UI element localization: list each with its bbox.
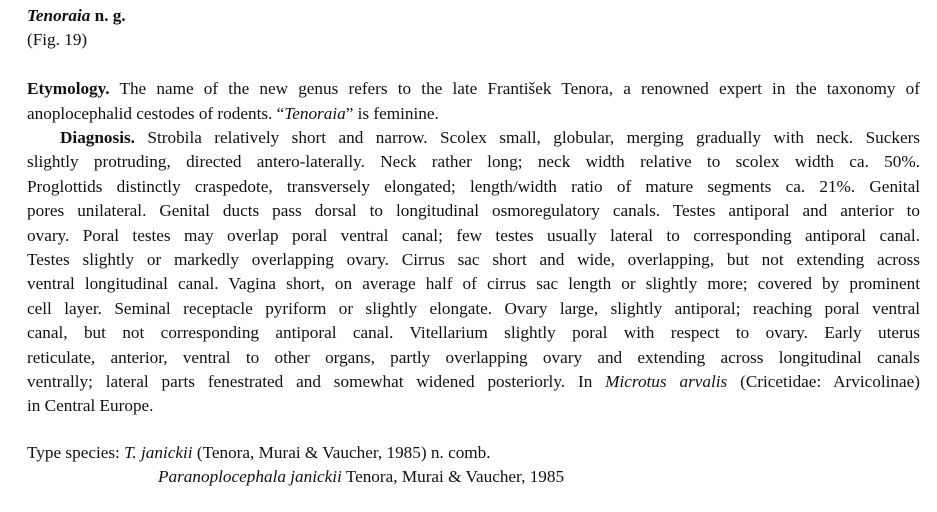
spacer [27, 53, 920, 77]
diagnosis-line-1: Diagnosis. Strobila relatively short and narrow. Scolex small, globular, merging gradually with neck. Suckers [60, 128, 920, 148]
genus-name: Tenoraia [27, 6, 91, 25]
diagnosis-line-last: ventrally; lateral parts fenestrated and somewhat widened posteriorly. In Microtus arvalis (Cricetidae: Arvicolinae) [27, 372, 920, 392]
etymology-label: Etymology. [27, 79, 110, 99]
host-species: Microtus arvalis [605, 372, 728, 392]
diagnosis-line: reticulate, anterior, ventral to other organs, partly overlapping ovary and extending across longitudinal canals [27, 347, 920, 367]
diagnosis-line: pores unilateral. Genital ducts pass dorsal to longitudinal osmoregulatory canals. Testes antiporal and anterior to [27, 201, 920, 221]
etymology-line-1: Etymology. The name of the new genus refers to the late František Tenora, a renowned expert in the taxonomy of [27, 79, 920, 99]
diagnosis-line: canal, but not corresponding antiporal canal. Vitellarium slightly poral with respect to ovary. Early uterus [27, 323, 920, 343]
type-species-block [27, 441, 920, 490]
figure-reference: (Fig. 19) [27, 30, 88, 50]
diagnosis-line: Testes slightly or markedly overlapping ovary. Cirrus sac short and wide, overlapping, but not extending across [27, 250, 920, 270]
etymology-paragraph [27, 77, 920, 126]
diagnosis-final-line: in Central Europe. [27, 396, 154, 416]
diagnosis-paragraph [27, 126, 920, 419]
type-species-label: Type species: [27, 442, 125, 462]
genus-suffix: n. g. [90, 6, 126, 25]
diagnosis-line: Proglottids distinctly craspedote, transversely elongated; length/width ratio of mature segments ca. 21%. Genital [27, 176, 920, 196]
diagnosis-line: cell layer. Seminal receptacle pyriform or slightly elongate. Ovary large, slightly antiporal; reaching poral ventral [27, 298, 920, 318]
type-species-name: T. janickii [124, 442, 193, 462]
diagnosis-line: ventral longitudinal canal. Vagina short, on average half of cirrus sac length or slightly more; covered by prominent [27, 274, 920, 294]
synonym-line: Paranoplocephala janickii Tenora, Murai & Vaucher, 1985 [158, 467, 565, 487]
etymology-line-2: anoplocephalid cestodes of rodents. “Tenoraia” is feminine. [27, 103, 439, 123]
diagnosis-line: ovary. Poral testes may overlap poral ventral canal; few testes usually lateral to corresponding antiporal canal. [27, 225, 920, 245]
genus-heading [27, 4, 920, 28]
synonym-name: Paranoplocephala janickii [158, 467, 342, 487]
diagnosis-label: Diagnosis. [60, 128, 135, 148]
diagnosis-line: slightly protruding, directed antero-laterally. Neck rather long; neck width relative to scolex width ca. 50%. [27, 152, 920, 172]
spacer [27, 419, 920, 441]
article-text [27, 4, 920, 490]
type-species-line: Type species: T. janickii (Tenora, Murai & Vaucher, 1985) n. comb. [27, 442, 491, 462]
